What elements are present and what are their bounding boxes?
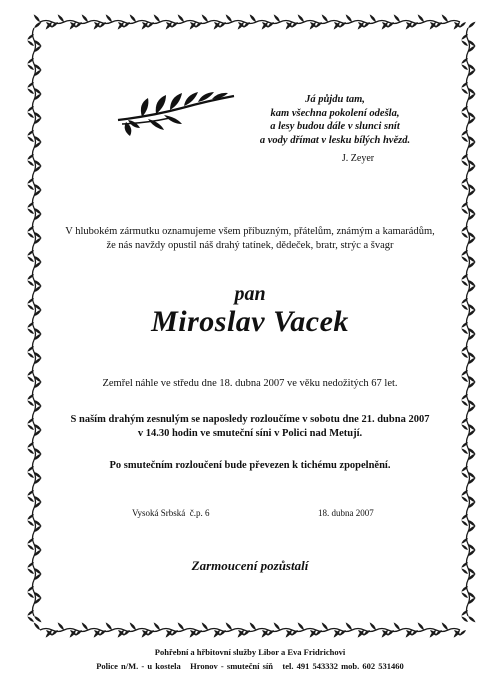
border-leaf (453, 629, 461, 638)
border-leaf (33, 21, 42, 29)
border-leaf (189, 629, 197, 638)
border-leaf (460, 543, 468, 550)
border-leaf (460, 111, 468, 118)
ceremony-info (40, 413, 460, 441)
cremation-note: Po smutečním rozloučení bude převezen k tichému zpopelnění. (109, 460, 391, 471)
death-statement: Zemřel náhle ve středu dne 18. dubna 2007 ve věku nedožitých 67 let. (102, 378, 398, 389)
border-leaf (357, 21, 365, 30)
border-leaf (33, 622, 41, 631)
border-leaf (93, 21, 101, 30)
ceremony-line: S naším drahým zesnulým se naposledy rozloučíme v sobotu dne 21. dubna 2007 (70, 414, 430, 425)
border-leaf (460, 231, 468, 238)
intro-line: V hlubokém zármutku oznamujeme všem příbuzným, přátelům, známým a kamarádům, (65, 226, 435, 237)
border-vine (40, 629, 460, 632)
border-leaf (460, 87, 468, 94)
palm-branch-icon (112, 90, 242, 140)
border-leaf (460, 399, 468, 406)
border-leaf (297, 14, 305, 23)
border-leaf (460, 447, 468, 454)
border-leaf (460, 159, 468, 166)
border-leaf (26, 255, 34, 262)
border-leaf (460, 183, 468, 190)
border-leaf (69, 21, 77, 30)
border-leaf (285, 21, 293, 30)
funeral-service-name: Pohřební a hřbitovní služby Libor a Eva Fridrichovi (154, 647, 346, 657)
border-leaf (237, 21, 245, 30)
border-leaf (129, 622, 137, 631)
border-leaf (26, 63, 34, 70)
border-leaf (26, 39, 34, 46)
border-leaf (153, 14, 161, 23)
poem-line: Já půjdu tam, (305, 94, 365, 105)
border-leaf (81, 14, 89, 23)
border-leaf (273, 622, 281, 631)
border-leaf (417, 14, 425, 23)
border-leaf (249, 622, 257, 631)
border-leaf (45, 21, 53, 30)
border-leaf (141, 629, 149, 638)
border-leaf (26, 543, 34, 550)
border-leaf (26, 111, 34, 118)
border-leaf (441, 622, 449, 631)
border-leaf (460, 135, 468, 142)
date: 18. dubna 2007 (318, 508, 374, 518)
border-leaf (177, 14, 185, 23)
border-leaf (225, 622, 233, 631)
border-leaf (26, 183, 34, 190)
border-leaf (213, 21, 221, 30)
border-leaf (213, 629, 221, 638)
border-leaf (26, 135, 34, 142)
border-leaf (467, 21, 476, 29)
border-leaf (393, 622, 401, 631)
border-leaf (417, 622, 425, 631)
border-leaf (297, 622, 305, 631)
border-leaf (261, 21, 269, 30)
poem-line: a vody dřímat v lesku bílých hvězd. (259, 134, 411, 146)
border-leaf (26, 471, 34, 478)
border-leaf (369, 14, 377, 23)
border-leaf (405, 21, 413, 30)
border-leaf (460, 255, 468, 262)
address: Vysoká Srbská č.p. 6 (132, 508, 210, 518)
border-leaf (321, 622, 329, 631)
honorific: pan (234, 283, 266, 305)
border-leaf (460, 423, 468, 430)
border-leaf (345, 622, 353, 631)
border-leaf (460, 495, 468, 502)
border-leaf (93, 629, 101, 638)
border-leaf (26, 159, 34, 166)
border-leaf (26, 351, 34, 358)
border-leaf (26, 207, 34, 214)
border-leaf (285, 629, 293, 638)
border-leaf (33, 615, 42, 623)
border-leaf (237, 629, 245, 638)
border-leaf (460, 39, 468, 46)
border-leaf (460, 351, 468, 358)
border-leaf (460, 63, 468, 70)
border-leaf (69, 629, 77, 638)
border-leaf (429, 629, 437, 638)
border-leaf (460, 471, 468, 478)
border-leaf (81, 622, 89, 631)
border-leaf (45, 629, 53, 638)
border-leaf (309, 21, 317, 30)
border-leaf (381, 21, 389, 30)
border-leaf (453, 21, 461, 30)
border-leaf (261, 629, 269, 638)
poem-line: kam všechna pokolení odešla, (270, 107, 400, 119)
border-leaf (57, 622, 65, 631)
border-leaf (129, 14, 137, 23)
deceased-name: Miroslav Vacek (151, 305, 349, 338)
border-leaf (105, 14, 113, 23)
border-leaf (26, 375, 34, 382)
border-leaf (441, 14, 449, 23)
border-leaf (429, 21, 437, 30)
border-leaf (189, 21, 197, 30)
border-leaf (333, 21, 341, 30)
border-leaf (117, 629, 125, 638)
border-leaf (467, 615, 476, 623)
border-leaf (405, 629, 413, 638)
border-leaf (165, 629, 173, 638)
border-leaf (26, 87, 34, 94)
border-leaf (201, 622, 209, 631)
border-leaf (26, 495, 34, 502)
border-leaf (460, 375, 468, 382)
border-leaf (369, 622, 377, 631)
border-leaf (225, 14, 233, 23)
border-leaf (201, 14, 209, 23)
border-leaf (393, 14, 401, 23)
border-leaf (460, 519, 468, 526)
border-leaf (141, 21, 149, 30)
mourners-signature: Zarmoucení pozůstalí (191, 558, 309, 573)
border-leaf (26, 615, 34, 622)
intro-line: že nás navždy opustil náš drahý tatínek, dědeček, bratr, strýc a švagr (106, 240, 394, 251)
border-leaf (26, 399, 34, 406)
border-leaf (26, 231, 34, 238)
border-leaf (26, 447, 34, 454)
border-leaf (117, 21, 125, 30)
border-leaf (345, 14, 353, 23)
border-leaf (249, 14, 257, 23)
poem (258, 93, 412, 147)
border-leaf (177, 622, 185, 631)
border-leaf (357, 629, 365, 638)
border-leaf (165, 21, 173, 30)
border-leaf (333, 629, 341, 638)
intro-text (50, 225, 450, 253)
border-leaf (273, 14, 281, 23)
poem-line: a lesy budou dále v slunci snít (270, 121, 400, 132)
poem-author: J. Zeyer (341, 153, 375, 164)
border-leaf (460, 207, 468, 214)
border-leaf (26, 519, 34, 526)
border-leaf (321, 14, 329, 23)
border-leaf (26, 423, 34, 430)
border-leaf (57, 14, 65, 23)
border-leaf (460, 615, 468, 622)
border-leaf (153, 622, 161, 631)
funeral-service-contact: Police n/M. - u kostela Hronov - smuteční síň tel. 491 543332 mob. 602 531460 (96, 661, 404, 671)
border-leaf (309, 629, 317, 638)
ceremony-line: v 14.30 hodin ve smuteční síni v Polici nad Metují. (137, 428, 363, 439)
border-leaf (105, 622, 113, 631)
border-leaf (26, 591, 34, 598)
border-leaf (381, 629, 389, 638)
border-leaf (33, 14, 41, 23)
border-leaf (460, 591, 468, 598)
